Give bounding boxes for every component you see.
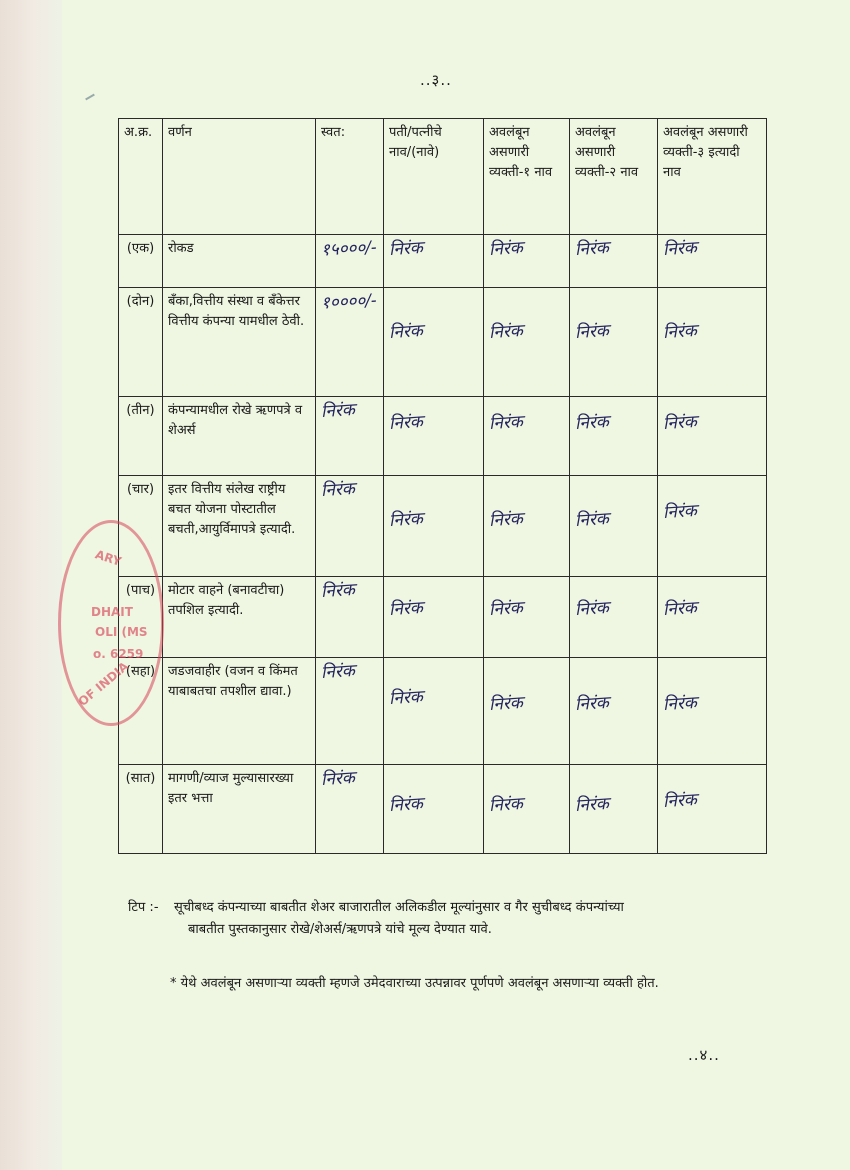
row-number: (दोन) [119, 287, 163, 396]
table-row [119, 397, 767, 476]
header-dependent-1: अवलंबून असणारी व्यक्ती-१ नाव [484, 119, 570, 235]
handwritten-entry: निरंक [388, 411, 424, 435]
cell-self [316, 764, 384, 853]
header-description: वर्णन [163, 119, 316, 235]
row-number: (तीन) [119, 397, 163, 476]
seal-text-mid: DHAIT [91, 605, 133, 619]
row-description: जडजवाहीर (वजन व किंमत याबाबतचा तपशील द्यावा.) [163, 657, 316, 764]
cell-self [316, 475, 384, 576]
handwritten-entry: निरंक [320, 660, 356, 683]
handwritten-entry: निरंक [320, 478, 356, 502]
table-row [119, 764, 767, 853]
cell-dependent-2 [570, 235, 658, 288]
row-description: मागणी/व्याज मुल्यासारख्या इतर भत्ता [163, 764, 316, 853]
cell-dependent-1 [484, 397, 570, 476]
cell-self [316, 657, 384, 764]
handwritten-entry: निरंक [388, 508, 424, 532]
note-label: टिप :- [128, 900, 159, 915]
handwritten-entry: निरंक [574, 692, 610, 715]
handwritten-entry: निरंक [388, 238, 424, 261]
cell-dependent-3 [658, 287, 767, 396]
handwritten-entry: निरंक [574, 238, 610, 261]
handwritten-entry: निरंक [574, 320, 610, 343]
header-serial: अ.क्र. [119, 119, 163, 235]
handwritten-entry: निरंक [662, 597, 698, 621]
handwritten-entry: निरंक [488, 411, 524, 435]
row-description: मोटार वाहने (बनावटीचा) तपशिल इत्यादी. [163, 576, 316, 657]
handwritten-amount: १५०००/- [320, 237, 378, 261]
header-dependent-2: अवलंबून असणारी व्यक्ती-२ नाव [570, 119, 658, 235]
handwritten-entry: निरंक [488, 320, 524, 343]
handwritten-entry: निरंक [488, 793, 524, 817]
row-description: कंपन्यामधील रोखे ऋणपत्रे व शेअर्स [163, 397, 316, 476]
handwritten-entry: निरंक [574, 411, 610, 435]
cell-dependent-3 [658, 235, 767, 288]
handwritten-entry: निरंक [388, 320, 424, 343]
cell-spouse [384, 475, 484, 576]
cell-self [316, 397, 384, 476]
handwritten-entry: निरंक [320, 579, 356, 603]
cell-spouse [384, 657, 484, 764]
cell-dependent-1 [484, 576, 570, 657]
table-header-row [119, 119, 767, 235]
cell-dependent-1 [484, 235, 570, 288]
handwritten-entry: निरंक [662, 789, 698, 813]
handwritten-entry: निरंक [488, 692, 524, 715]
row-number: (सहा) [119, 657, 163, 764]
handwritten-entry: निरंक [388, 793, 424, 817]
note-line-2: बाबतीत पुस्तकानुसार रोखे/शेअर्स/ऋणपत्रे यांचे मूल्य देण्यात यावे. [188, 922, 492, 937]
note-block [128, 897, 768, 941]
header-dependent-3: अवलंबून असणारी व्यक्ती-३ इत्यादी नाव [658, 119, 767, 235]
cell-dependent-3 [658, 657, 767, 764]
seal-text-line4: o. 6259 [93, 647, 144, 661]
handwritten-entry: निरंक [662, 692, 698, 715]
cell-dependent-1 [484, 287, 570, 396]
cell-dependent-1 [484, 475, 570, 576]
handwritten-entry: निरंक [574, 597, 610, 621]
footnote: * येथे अवलंबून असणाऱ्या व्यक्ती म्हणजे उमेदवाराच्या उत्पन्नावर पूर्णपणे अवलंबून असणाऱ्या व्यक्ती होत. [170, 976, 659, 991]
header-self: स्वत: [316, 119, 384, 235]
next-page-number: ..४.. [688, 1046, 720, 1064]
cell-dependent-1 [484, 657, 570, 764]
row-number: (एक) [119, 235, 163, 288]
cell-dependent-3 [658, 576, 767, 657]
cell-self [316, 235, 384, 288]
row-description: बँका,वित्तीय संस्था व बँकेत्तर वित्तीय कंपन्या यामधील ठेवी. [163, 287, 316, 396]
cell-spouse [384, 764, 484, 853]
seal-text-top: ARY [93, 547, 124, 569]
scan-edge [0, 0, 62, 1170]
table-row [119, 576, 767, 657]
cell-dependent-3 [658, 475, 767, 576]
cell-spouse [384, 576, 484, 657]
cell-dependent-2 [570, 287, 658, 396]
handwritten-entry: निरंक [662, 500, 698, 524]
table-row [119, 235, 767, 288]
handwritten-entry: निरंक [662, 411, 698, 435]
table-row [119, 287, 767, 396]
seal-text-bottom: OF INDIA [75, 659, 132, 709]
cell-dependent-2 [570, 397, 658, 476]
handwritten-entry: निरंक [662, 320, 698, 343]
cell-dependent-3 [658, 764, 767, 853]
handwritten-entry: निरंक [488, 238, 524, 261]
row-number: (चार) [119, 475, 163, 576]
table-row [119, 475, 767, 576]
cell-spouse [384, 397, 484, 476]
cell-spouse [384, 287, 484, 396]
row-number: (सात) [119, 764, 163, 853]
handwritten-entry: निरंक [388, 686, 424, 709]
seal-text-line3: OLI (MS [95, 625, 148, 639]
cell-self [316, 576, 384, 657]
cell-self [316, 287, 384, 396]
row-description: रोकड [163, 235, 316, 288]
handwritten-entry: निरंक [574, 793, 610, 817]
handwritten-entry: निरंक [662, 238, 698, 261]
row-description: इतर वित्तीय संलेख राष्ट्रीय बचत योजना पोस्टातील बचती,आयुर्विमापत्रे इत्यादी. [163, 475, 316, 576]
handwritten-entry: निरंक [388, 597, 424, 621]
cell-dependent-1 [484, 764, 570, 853]
handwritten-entry: निरंक [488, 597, 524, 621]
handwritten-entry: निरंक [488, 508, 524, 532]
assets-table [118, 118, 767, 854]
cell-dependent-2 [570, 475, 658, 576]
cell-dependent-2 [570, 764, 658, 853]
table-row [119, 657, 767, 764]
header-spouse: पती/पत्नीचे नाव/(नावे) [384, 119, 484, 235]
cell-dependent-2 [570, 657, 658, 764]
handwritten-entry: निरंक [320, 767, 356, 791]
page-number: ..३.. [420, 71, 452, 89]
handwritten-amount: १००००/- [320, 290, 378, 314]
handwritten-entry: निरंक [320, 399, 356, 423]
handwritten-entry: निरंक [574, 508, 610, 532]
cell-spouse [384, 235, 484, 288]
cell-dependent-3 [658, 397, 767, 476]
row-number: (पाच) [119, 576, 163, 657]
note-line-1: सूचीबध्द कंपन्याच्या बाबतीत शेअर बाजारातील अलिकडील मूल्यांनुसार व गैर सुचीबध्द कंपन्यांच्या [174, 900, 624, 915]
cell-dependent-2 [570, 576, 658, 657]
notary-seal [58, 520, 164, 726]
